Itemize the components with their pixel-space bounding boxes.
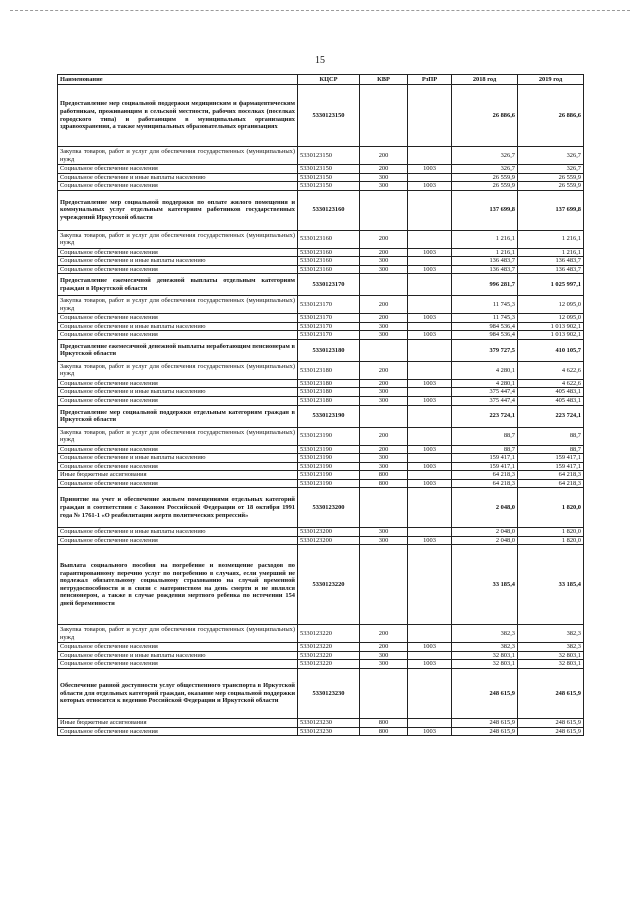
row-kcsr: 5330123170 bbox=[298, 314, 360, 323]
row-2018: 136 483,7 bbox=[452, 265, 518, 274]
row-kvr: 800 bbox=[360, 727, 408, 736]
table-row bbox=[58, 147, 584, 165]
row-name: Социальное обеспечение и иные выплаты населению bbox=[58, 322, 298, 331]
row-kcsr: 5330123150 bbox=[298, 173, 360, 182]
row-2019: 136 483,7 bbox=[518, 265, 584, 274]
row-2019: 1 820,0 bbox=[518, 536, 584, 545]
row-name: Предоставление мер социальной поддержки медицинским и фармацевтическим работникам, проживающим в сельской местности, рабочих поселках (поселках городского типа) и работающим в муниципальных организациях здравоохранения, а также муниципальных образовательных организациях bbox=[58, 85, 298, 147]
row-2018: 136 483,7 bbox=[452, 257, 518, 266]
row-2019: 410 105,7 bbox=[518, 339, 584, 361]
row-2019: 136 483,7 bbox=[518, 257, 584, 266]
row-kcsr: 5330123200 bbox=[298, 488, 360, 528]
row-kvr: 200 bbox=[360, 314, 408, 323]
row-2019: 405 483,1 bbox=[518, 397, 584, 406]
row-kvr: 800 bbox=[360, 471, 408, 480]
table-row bbox=[58, 454, 584, 463]
row-kcsr: 5330123160 bbox=[298, 230, 360, 248]
row-2019: 1 216,1 bbox=[518, 248, 584, 257]
row-name: Иные бюджетные ассигнования bbox=[58, 719, 298, 728]
table-row bbox=[58, 719, 584, 728]
row-rzpr bbox=[408, 361, 452, 379]
row-kvr: 200 bbox=[360, 379, 408, 388]
row-kcsr: 5330123200 bbox=[298, 528, 360, 537]
row-2019: 159 417,1 bbox=[518, 462, 584, 471]
row-2019: 64 218,3 bbox=[518, 471, 584, 480]
row-kcsr: 5330123160 bbox=[298, 265, 360, 274]
row-2019: 88,7 bbox=[518, 427, 584, 445]
row-2018: 137 699,8 bbox=[452, 190, 518, 230]
row-name: Социальное обеспечение населения bbox=[58, 314, 298, 323]
table-row bbox=[58, 379, 584, 388]
row-name: Социальное обеспечение населения bbox=[58, 182, 298, 191]
row-2018: 4 280,1 bbox=[452, 361, 518, 379]
row-kvr: 300 bbox=[360, 454, 408, 463]
row-kvr: 200 bbox=[360, 427, 408, 445]
row-kcsr: 5330123180 bbox=[298, 397, 360, 406]
row-kvr: 300 bbox=[360, 651, 408, 660]
row-kvr: 300 bbox=[360, 397, 408, 406]
row-rzpr bbox=[408, 405, 452, 427]
row-kvr: 300 bbox=[360, 536, 408, 545]
row-rzpr bbox=[408, 488, 452, 528]
row-rzpr: 1003 bbox=[408, 397, 452, 406]
table-row bbox=[58, 536, 584, 545]
row-kcsr: 5330123220 bbox=[298, 643, 360, 652]
table-row bbox=[58, 660, 584, 669]
row-rzpr: 1003 bbox=[408, 643, 452, 652]
row-name: Предоставление ежемесячной денежной выплаты отдельным категориям граждан в Иркутской области bbox=[58, 274, 298, 296]
row-kcsr: 5330123220 bbox=[298, 625, 360, 643]
row-name: Закупка товаров, работ и услуг для обеспечения государственных (муниципальных) нужд bbox=[58, 427, 298, 445]
table-row bbox=[58, 445, 584, 454]
table-row bbox=[58, 397, 584, 406]
row-2019: 382,3 bbox=[518, 625, 584, 643]
table-row bbox=[58, 405, 584, 427]
row-2018: 1 216,1 bbox=[452, 230, 518, 248]
row-name: Социальное обеспечение населения bbox=[58, 397, 298, 406]
row-kcsr: 5330123150 bbox=[298, 147, 360, 165]
table-row bbox=[58, 85, 584, 147]
row-2019: 248 615,9 bbox=[518, 719, 584, 728]
row-2018: 11 745,3 bbox=[452, 296, 518, 314]
row-kcsr: 5330123150 bbox=[298, 182, 360, 191]
row-kcsr: 5330123170 bbox=[298, 322, 360, 331]
row-kvr: 200 bbox=[360, 643, 408, 652]
row-name: Закупка товаров, работ и услуг для обеспечения государственных (муниципальных) нужд bbox=[58, 147, 298, 165]
row-rzpr bbox=[408, 545, 452, 625]
row-name: Социальное обеспечение и иные выплаты населению bbox=[58, 454, 298, 463]
row-2018: 2 048,0 bbox=[452, 536, 518, 545]
row-rzpr bbox=[408, 322, 452, 331]
row-kvr: 200 bbox=[360, 165, 408, 174]
row-kcsr: 5330123190 bbox=[298, 471, 360, 480]
row-kvr: 300 bbox=[360, 462, 408, 471]
row-2018: 33 185,4 bbox=[452, 545, 518, 625]
row-name: Социальное обеспечение населения bbox=[58, 265, 298, 274]
row-name: Закупка товаров, работ и услуг для обеспечения государственных (муниципальных) нужд bbox=[58, 361, 298, 379]
row-rzpr bbox=[408, 719, 452, 728]
row-rzpr bbox=[408, 190, 452, 230]
row-2018: 379 727,5 bbox=[452, 339, 518, 361]
row-2018: 248 615,9 bbox=[452, 719, 518, 728]
header-kvr: КВР bbox=[360, 75, 408, 85]
row-kvr: 200 bbox=[360, 248, 408, 257]
row-kvr: 300 bbox=[360, 388, 408, 397]
table-row bbox=[58, 314, 584, 323]
row-2019: 1 820,0 bbox=[518, 528, 584, 537]
row-kcsr: 5330123160 bbox=[298, 257, 360, 266]
row-2019: 32 803,1 bbox=[518, 660, 584, 669]
table-row bbox=[58, 471, 584, 480]
row-2019: 4 622,6 bbox=[518, 379, 584, 388]
row-2018: 248 615,9 bbox=[452, 669, 518, 719]
row-kcsr: 5330123170 bbox=[298, 331, 360, 340]
row-2018: 26 559,9 bbox=[452, 173, 518, 182]
row-rzpr: 1003 bbox=[408, 314, 452, 323]
row-name: Закупка товаров, работ и услуг для обеспечения государственных (муниципальных) нужд bbox=[58, 296, 298, 314]
row-2019: 12 095,0 bbox=[518, 314, 584, 323]
table-header-row bbox=[58, 75, 584, 85]
row-name: Обеспечение равной доступности услуг общественного транспорта в Иркутской области для отдельных категорий граждан, оказание мер социальной поддержки которых относится к ведению Российской Федерации и Иркутской области bbox=[58, 669, 298, 719]
row-rzpr bbox=[408, 274, 452, 296]
row-rzpr: 1003 bbox=[408, 462, 452, 471]
row-2019: 33 185,4 bbox=[518, 545, 584, 625]
table-row bbox=[58, 339, 584, 361]
row-name: Социальное обеспечение населения bbox=[58, 727, 298, 736]
row-name: Социальное обеспечение и иные выплаты населению bbox=[58, 528, 298, 537]
row-2018: 2 048,0 bbox=[452, 528, 518, 537]
row-kcsr: 5330123180 bbox=[298, 361, 360, 379]
table-row bbox=[58, 388, 584, 397]
row-2019: 248 615,9 bbox=[518, 727, 584, 736]
row-name: Социальное обеспечение и иные выплаты населению bbox=[58, 173, 298, 182]
table-row bbox=[58, 651, 584, 660]
table-row bbox=[58, 322, 584, 331]
row-kcsr: 5330123170 bbox=[298, 274, 360, 296]
row-2019: 223 724,1 bbox=[518, 405, 584, 427]
row-kvr: 300 bbox=[360, 182, 408, 191]
row-2019: 64 218,3 bbox=[518, 479, 584, 488]
row-kcsr: 5330123170 bbox=[298, 296, 360, 314]
row-2019: 26 559,9 bbox=[518, 182, 584, 191]
table-row bbox=[58, 165, 584, 174]
row-kcsr: 5330123220 bbox=[298, 651, 360, 660]
row-name: Социальное обеспечение населения bbox=[58, 536, 298, 545]
row-2018: 326,7 bbox=[452, 147, 518, 165]
row-kvr: 800 bbox=[360, 719, 408, 728]
row-kcsr: 5330123200 bbox=[298, 536, 360, 545]
row-kvr bbox=[360, 339, 408, 361]
row-name: Социальное обеспечение и иные выплаты населению bbox=[58, 257, 298, 266]
row-kvr: 200 bbox=[360, 445, 408, 454]
row-name: Закупка товаров, работ и услуг для обеспечения государственных (муниципальных) нужд bbox=[58, 625, 298, 643]
row-kvr: 300 bbox=[360, 322, 408, 331]
row-rzpr: 1003 bbox=[408, 379, 452, 388]
row-kcsr: 5330123190 bbox=[298, 462, 360, 471]
row-kcsr: 5330123180 bbox=[298, 379, 360, 388]
row-rzpr bbox=[408, 651, 452, 660]
row-rzpr bbox=[408, 257, 452, 266]
row-name: Иные бюджетные ассигнования bbox=[58, 471, 298, 480]
row-rzpr: 1003 bbox=[408, 265, 452, 274]
table-row bbox=[58, 182, 584, 191]
row-2018: 26 559,9 bbox=[452, 182, 518, 191]
row-2019: 1 013 902,1 bbox=[518, 322, 584, 331]
table-row bbox=[58, 462, 584, 471]
row-2018: 223 724,1 bbox=[452, 405, 518, 427]
table-row bbox=[58, 545, 584, 625]
row-2019: 4 622,6 bbox=[518, 361, 584, 379]
row-2018: 159 417,1 bbox=[452, 462, 518, 471]
row-name: Социальное обеспечение населения bbox=[58, 479, 298, 488]
row-2018: 159 417,1 bbox=[452, 454, 518, 463]
table-row bbox=[58, 643, 584, 652]
row-rzpr bbox=[408, 625, 452, 643]
row-2019: 12 095,0 bbox=[518, 296, 584, 314]
row-kvr: 300 bbox=[360, 331, 408, 340]
budget-table bbox=[57, 74, 584, 736]
row-2019: 405 483,1 bbox=[518, 388, 584, 397]
row-2018: 26 886,6 bbox=[452, 85, 518, 147]
row-kcsr: 5330123160 bbox=[298, 190, 360, 230]
row-rzpr: 1003 bbox=[408, 660, 452, 669]
row-kvr: 300 bbox=[360, 265, 408, 274]
row-name: Социальное обеспечение населения bbox=[58, 462, 298, 471]
row-2018: 984 536,4 bbox=[452, 322, 518, 331]
table-row bbox=[58, 190, 584, 230]
header-rzpr: РзПР bbox=[408, 75, 452, 85]
row-2018: 375 447,4 bbox=[452, 388, 518, 397]
row-rzpr bbox=[408, 230, 452, 248]
row-kcsr: 5330123230 bbox=[298, 669, 360, 719]
row-2018: 32 803,1 bbox=[452, 651, 518, 660]
row-rzpr: 1003 bbox=[408, 248, 452, 257]
header-kcsr: КЦСР bbox=[298, 75, 360, 85]
row-2018: 382,3 bbox=[452, 625, 518, 643]
row-2019: 1 025 997,1 bbox=[518, 274, 584, 296]
row-name: Социальное обеспечение населения bbox=[58, 643, 298, 652]
row-rzpr bbox=[408, 339, 452, 361]
row-rzpr bbox=[408, 454, 452, 463]
table-row bbox=[58, 669, 584, 719]
table-row bbox=[58, 274, 584, 296]
row-2019: 1 216,1 bbox=[518, 230, 584, 248]
row-rzpr bbox=[408, 669, 452, 719]
row-2019: 26 559,9 bbox=[518, 173, 584, 182]
row-name: Принятие на учет и обеспечение жильем помещениями отдельных категорий граждан в соответствии с Законом Российской Федерации от 18 октября 1991 года № 1761-1 «О реабилитации жертв политических репрессий» bbox=[58, 488, 298, 528]
row-2018: 984 536,4 bbox=[452, 331, 518, 340]
row-2019: 1 820,0 bbox=[518, 488, 584, 528]
row-kvr: 800 bbox=[360, 479, 408, 488]
row-kcsr: 5330123220 bbox=[298, 660, 360, 669]
table-row bbox=[58, 331, 584, 340]
row-rzpr: 1003 bbox=[408, 331, 452, 340]
row-2019: 32 803,1 bbox=[518, 651, 584, 660]
row-kvr: 300 bbox=[360, 257, 408, 266]
header-2019: 2019 год bbox=[518, 75, 584, 85]
row-kvr: 300 bbox=[360, 173, 408, 182]
row-2018: 326,7 bbox=[452, 165, 518, 174]
row-rzpr: 1003 bbox=[408, 536, 452, 545]
row-2019: 248 615,9 bbox=[518, 669, 584, 719]
row-rzpr bbox=[408, 471, 452, 480]
row-name: Предоставление мер социальной поддержки отдельным категориям граждан в Иркутской области bbox=[58, 405, 298, 427]
row-kvr bbox=[360, 488, 408, 528]
row-2019: 382,3 bbox=[518, 643, 584, 652]
header-name: Наименование bbox=[58, 75, 298, 85]
row-2018: 382,3 bbox=[452, 643, 518, 652]
row-name: Выплата социального пособия на погребение и возмещение расходов по гарантированному перечню услуг по погребению в случаях, если умерший не подлежал обязательному социальному страхованию на случай временной нетрудоспособности и в связи с материнством на день смерти и не являлся пенсионером, а также в случае рождения мертвого ребенка по истечении 154 дней беременности bbox=[58, 545, 298, 625]
row-rzpr: 1003 bbox=[408, 445, 452, 454]
row-kcsr: 5330123190 bbox=[298, 445, 360, 454]
row-kvr: 300 bbox=[360, 528, 408, 537]
row-2019: 159 417,1 bbox=[518, 454, 584, 463]
row-2019: 26 886,6 bbox=[518, 85, 584, 147]
table-row bbox=[58, 257, 584, 266]
row-rzpr bbox=[408, 85, 452, 147]
row-rzpr: 1003 bbox=[408, 479, 452, 488]
row-2018: 88,7 bbox=[452, 445, 518, 454]
row-kcsr: 5330123190 bbox=[298, 427, 360, 445]
table-body bbox=[58, 85, 584, 736]
row-name: Социальное обеспечение населения bbox=[58, 165, 298, 174]
row-2018: 32 803,1 bbox=[452, 660, 518, 669]
page-number: 15 bbox=[315, 55, 325, 66]
row-kvr: 300 bbox=[360, 660, 408, 669]
row-kcsr: 5330123150 bbox=[298, 165, 360, 174]
row-name: Социальное обеспечение и иные выплаты населению bbox=[58, 388, 298, 397]
row-kvr bbox=[360, 405, 408, 427]
row-rzpr bbox=[408, 296, 452, 314]
row-2018: 996 281,7 bbox=[452, 274, 518, 296]
row-2019: 1 013 902,1 bbox=[518, 331, 584, 340]
row-kcsr: 5330123190 bbox=[298, 405, 360, 427]
row-2018: 11 745,3 bbox=[452, 314, 518, 323]
row-2019: 88,7 bbox=[518, 445, 584, 454]
row-kcsr: 5330123150 bbox=[298, 85, 360, 147]
row-2018: 2 048,0 bbox=[452, 488, 518, 528]
row-rzpr bbox=[408, 147, 452, 165]
table-row bbox=[58, 727, 584, 736]
table-row bbox=[58, 230, 584, 248]
row-2018: 64 218,3 bbox=[452, 479, 518, 488]
table-row bbox=[58, 361, 584, 379]
row-rzpr bbox=[408, 427, 452, 445]
row-2018: 4 280,1 bbox=[452, 379, 518, 388]
row-2018: 375 447,4 bbox=[452, 397, 518, 406]
row-kcsr: 5330123160 bbox=[298, 248, 360, 257]
row-2018: 248 615,9 bbox=[452, 727, 518, 736]
table-row bbox=[58, 296, 584, 314]
row-2018: 1 216,1 bbox=[452, 248, 518, 257]
row-rzpr bbox=[408, 388, 452, 397]
row-2019: 326,7 bbox=[518, 165, 584, 174]
table-row bbox=[58, 488, 584, 528]
row-name: Предоставление мер социальной поддержки по оплате жилого помещения и коммунальных услуг отдельным категориям работников государственных учреждений Иркутской области bbox=[58, 190, 298, 230]
table-row bbox=[58, 265, 584, 274]
row-kvr: 200 bbox=[360, 147, 408, 165]
row-kcsr: 5330123230 bbox=[298, 727, 360, 736]
row-rzpr: 1003 bbox=[408, 727, 452, 736]
table-row bbox=[58, 248, 584, 257]
row-rzpr: 1003 bbox=[408, 165, 452, 174]
row-rzpr bbox=[408, 528, 452, 537]
row-rzpr bbox=[408, 173, 452, 182]
table-row bbox=[58, 528, 584, 537]
row-name: Социальное обеспечение населения bbox=[58, 248, 298, 257]
row-name: Социальное обеспечение населения bbox=[58, 660, 298, 669]
row-kcsr: 5330123180 bbox=[298, 339, 360, 361]
row-kvr bbox=[360, 669, 408, 719]
row-kcsr: 5330123220 bbox=[298, 545, 360, 625]
row-2018: 88,7 bbox=[452, 427, 518, 445]
header-2018: 2018 год bbox=[452, 75, 518, 85]
row-kcsr: 5330123230 bbox=[298, 719, 360, 728]
table-row bbox=[58, 479, 584, 488]
row-kvr bbox=[360, 545, 408, 625]
row-kcsr: 5330123190 bbox=[298, 454, 360, 463]
row-rzpr: 1003 bbox=[408, 182, 452, 191]
row-name: Социальное обеспечение населения bbox=[58, 331, 298, 340]
row-name: Социальное обеспечение населения bbox=[58, 379, 298, 388]
page-top-border bbox=[10, 10, 630, 11]
row-kvr bbox=[360, 85, 408, 147]
row-kvr: 200 bbox=[360, 230, 408, 248]
row-kcsr: 5330123180 bbox=[298, 388, 360, 397]
table-row bbox=[58, 427, 584, 445]
row-2019: 326,7 bbox=[518, 147, 584, 165]
row-kvr bbox=[360, 274, 408, 296]
row-name: Закупка товаров, работ и услуг для обеспечения государственных (муниципальных) нужд bbox=[58, 230, 298, 248]
row-2019: 137 699,8 bbox=[518, 190, 584, 230]
row-kcsr: 5330123190 bbox=[298, 479, 360, 488]
row-2018: 64 218,3 bbox=[452, 471, 518, 480]
table-row bbox=[58, 625, 584, 643]
row-name: Социальное обеспечение населения bbox=[58, 445, 298, 454]
row-kvr bbox=[360, 190, 408, 230]
row-name: Предоставление ежемесячной денежной выплаты неработающим пенсионерам в Иркутской области bbox=[58, 339, 298, 361]
row-kvr: 200 bbox=[360, 361, 408, 379]
row-kvr: 200 bbox=[360, 296, 408, 314]
row-name: Социальное обеспечение и иные выплаты населению bbox=[58, 651, 298, 660]
row-kvr: 200 bbox=[360, 625, 408, 643]
table-row bbox=[58, 173, 584, 182]
